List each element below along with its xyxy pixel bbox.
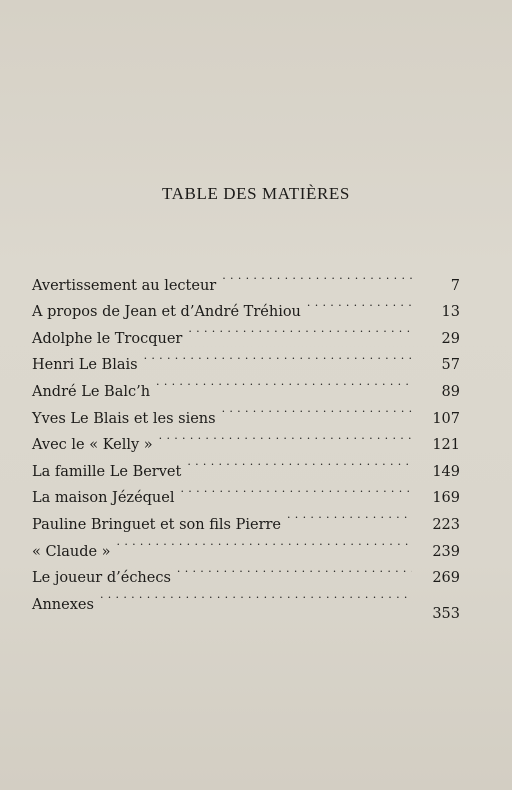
dot-leader [222, 396, 412, 423]
toc-entry [32, 556, 460, 587]
toc-entry-page: 223 [432, 516, 460, 533]
toc-entry-page: 89 [441, 383, 460, 400]
table-of-contents [32, 263, 460, 622]
toc-entry [32, 529, 460, 560]
toc-entry-label: Le joueur d’échecs [32, 570, 171, 587]
toc-entry [32, 369, 460, 400]
toc-entry-label: Pauline Bringuet et son fils Pierre [32, 516, 282, 533]
dot-leader [187, 449, 412, 476]
toc-entry-page: 29 [441, 330, 460, 347]
dot-leader [159, 423, 412, 450]
dot-leader [100, 582, 412, 609]
toc-entry-label: La maison Jézéquel [32, 490, 175, 507]
toc-entry [32, 263, 460, 294]
toc-entry-page: 239 [432, 543, 460, 560]
toc-entry-page: 149 [432, 463, 460, 480]
toc-entry-label: Henri Le Blais [32, 357, 138, 374]
toc-entry-label: André Le Balc’h [32, 383, 151, 400]
dot-leader [156, 369, 412, 396]
toc-entry-page: 353 [432, 605, 460, 622]
page-title: TABLE DES MATIÈRES [162, 184, 350, 203]
toc-entry [32, 502, 460, 533]
dot-leader [177, 556, 412, 583]
toc-entry [32, 423, 460, 454]
toc-entry [32, 396, 460, 427]
toc-entry-label: Avertissement au lecteur [32, 277, 217, 294]
toc-entry-label: La famille Le Bervet [32, 463, 182, 480]
dot-leader [117, 529, 412, 556]
toc-entry [32, 343, 460, 374]
dot-leader [181, 476, 413, 503]
toc-entry-page: 169 [432, 490, 460, 507]
toc-entry-page: 269 [432, 570, 460, 587]
toc-entry [32, 449, 460, 480]
toc-entry-page: 57 [441, 357, 460, 374]
dot-leader [188, 316, 412, 343]
dot-leader [287, 502, 412, 529]
toc-entry-page: 13 [441, 304, 460, 321]
toc-entry-label: Yves Le Blais et les siens [32, 410, 216, 427]
toc-entry-page: 121 [432, 437, 460, 454]
dot-leader [144, 343, 412, 370]
toc-entry-page: 7 [450, 277, 460, 294]
toc-entry-label: A propos de Jean et d’André Tréhiou [32, 304, 301, 321]
toc-entry-label: « Claude » [32, 543, 111, 560]
toc-entry-label: Annexes [32, 596, 94, 613]
toc-entry [32, 316, 460, 347]
toc-entry-label: Avec le « Kelly » [32, 437, 153, 454]
toc-entry [32, 290, 460, 321]
toc-entry [32, 476, 460, 507]
dot-leader [222, 263, 412, 290]
toc-entry [32, 582, 460, 622]
toc-entry-page: 107 [432, 410, 460, 427]
toc-entry-label: Adolphe le Trocquer [32, 330, 183, 347]
dot-leader [307, 290, 412, 317]
